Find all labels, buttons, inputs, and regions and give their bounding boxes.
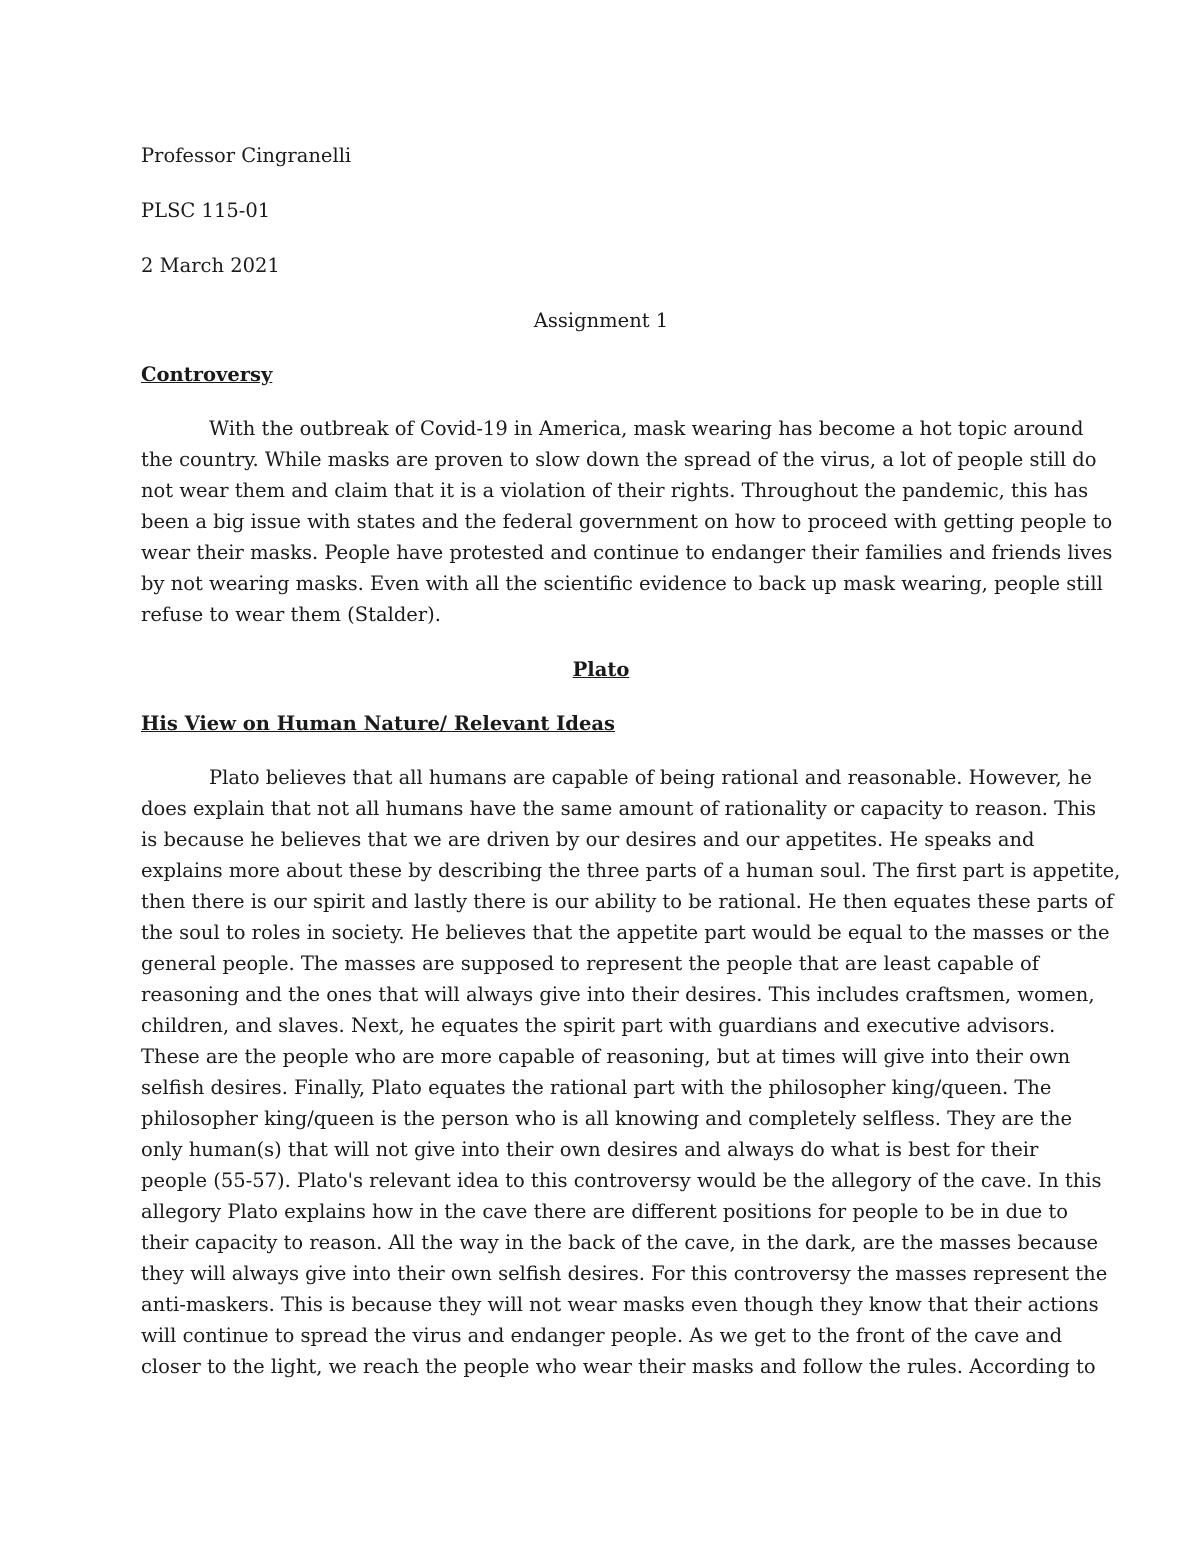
paragraph-line: by not wearing masks. Even with all the scientific evidence to back up mask wearing, people still <box>141 572 1103 595</box>
paragraph-line: the soul to roles in society. He believes that the appetite part would be equal to the masses or the <box>141 921 1110 944</box>
heading-plato: Plato <box>572 658 630 681</box>
paragraph-line: been a big issue with states and the federal government on how to proceed with getting people to <box>141 510 1113 533</box>
document-page <box>141 140 1121 1382</box>
paragraph-line: wear their masks. People have protested and continue to endanger their families and friends lives <box>141 541 1113 564</box>
paragraph-line: anti-maskers. This is because they will not wear masks even though they know that their actions <box>141 1293 1099 1316</box>
paragraph-line: Plato believes that all humans are capable of being rational and reasonable. However, he <box>209 766 1092 789</box>
paragraph-line: refuse to wear them (Stalder). <box>141 603 441 626</box>
document-title: Assignment 1 <box>533 309 669 332</box>
heading-controversy: Controversy <box>141 363 273 386</box>
paragraph-line: explains more about these by describing the three parts of a human soul. The first part is appetite, <box>141 859 1121 882</box>
paragraph-line: children, and slaves. Next, he equates the spirit part with guardians and executive advisors. <box>141 1014 1056 1037</box>
heading-human-nature: His View on Human Nature/ Relevant Ideas <box>141 712 615 735</box>
paragraph-line: closer to the light, we reach the people who wear their masks and follow the rules. According to <box>141 1355 1096 1378</box>
paragraph-line: selfish desires. Finally, Plato equates the rational part with the philosopher king/queen. The <box>141 1076 1052 1099</box>
paragraph-controversy <box>141 413 1113 630</box>
professor-name: Professor Cingranelli <box>141 144 352 167</box>
paragraph-line: then there is our spirit and lastly there is our ability to be rational. He then equates these parts of <box>141 890 1114 913</box>
paragraph-line: does explain that not all humans have the same amount of rationality or capacity to reason. This <box>141 797 1096 820</box>
paragraph-line: reasoning and the ones that will always give into their desires. This includes craftsmen, women, <box>141 983 1095 1006</box>
paragraph-line: general people. The masses are supposed to represent the people that are least capable of <box>141 952 1040 975</box>
paragraph-line: philosopher king/queen is the person who is all knowing and completely selfless. They are the <box>141 1107 1073 1130</box>
paragraph-line: not wear them and claim that it is a violation of their rights. Throughout the pandemic, this has <box>141 479 1089 502</box>
paragraph-line: the country. While masks are proven to slow down the spread of the virus, a lot of people still do <box>141 448 1097 471</box>
paragraph-line: only human(s) that will not give into their own desires and always do what is best for their <box>141 1138 1039 1161</box>
paragraph-line: is because he believes that we are driven by our desires and our appetites. He speaks and <box>141 828 1035 851</box>
assignment-date: 2 March 2021 <box>141 254 280 277</box>
paragraph-line: allegory Plato explains how in the cave there are different positions for people to be in due to <box>141 1200 1068 1223</box>
paragraph-line: will continue to spread the virus and endanger people. As we get to the front of the cave and <box>141 1324 1063 1347</box>
course-code: PLSC 115-01 <box>141 199 271 222</box>
paragraph-line: their capacity to reason. All the way in the back of the cave, in the dark, are the masses because <box>141 1231 1099 1254</box>
paragraph-line: they will always give into their own selfish desires. For this controversy the masses represent the <box>141 1262 1108 1285</box>
paragraph-line: With the outbreak of Covid-19 in America, mask wearing has become a hot topic around <box>209 417 1084 440</box>
paragraph-human-nature <box>141 762 1121 1382</box>
paragraph-line: people (55-57). Plato's relevant idea to this controversy would be the allegory of the cave. In this <box>141 1169 1102 1192</box>
paragraph-line: These are the people who are more capable of reasoning, but at times will give into their own <box>141 1045 1071 1068</box>
